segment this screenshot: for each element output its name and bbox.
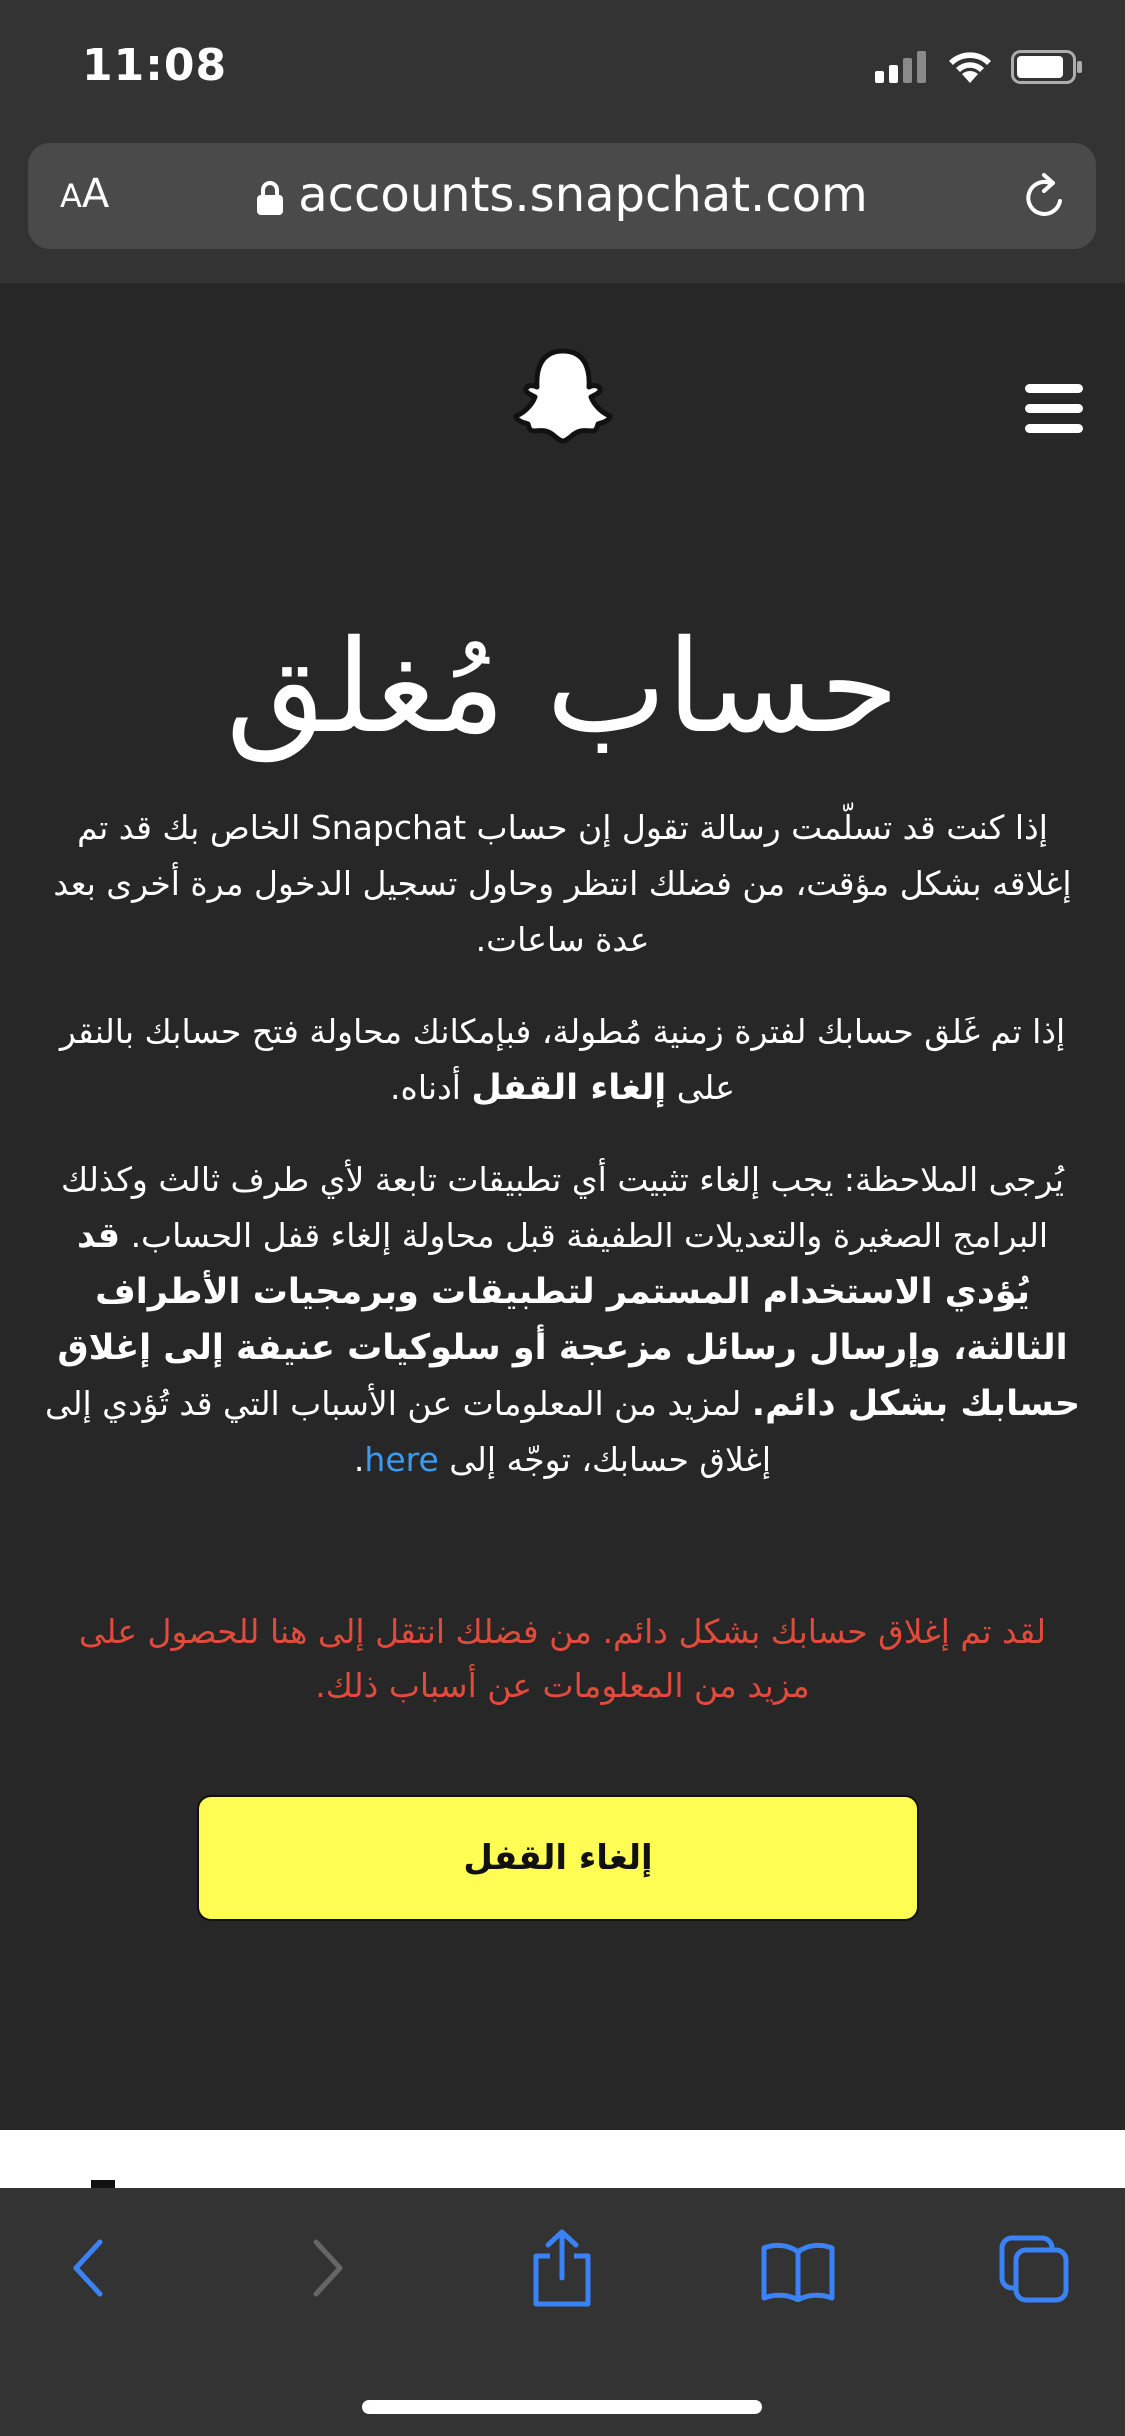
url-display[interactable]: [28, 167, 1096, 223]
forward-icon: [306, 2236, 350, 2300]
warning-bold-text: قد يُؤدي الاستخدام المستمر لتطبيقات وبرمجيات الأطراف الثالثة، وإرسال رسائل مزعجة أو سلوكيات عنيفة إلى إغلاق حسابك بشكل دائم.: [57, 1216, 1081, 1424]
info-paragraph-1: إذا كنت قد تسلّمت رسالة تقول إن حساب Snapchat الخاص بك قد تم إغلاقه بشكل مؤقت، من فضلك انتظر وحاول تسجيل الدخول مرة أخرى بعد عدة ساعات.: [53, 808, 1072, 959]
status-icons: [875, 50, 1083, 84]
info-paragraph-3: يُرجى الملاحظة: يجب إلغاء تثبيت أي تطبيقات تابعة لأي طرف ثالث وكذلك البرامج الصغيرة والتعديلات الطفيفة قبل محاولة إلغاء قفل الحساب. قد يُؤدي الاستخدام المستمر لتطبيقات وبرمجيات الأطراف الثالثة، وإرسال رسائل مزعجة أو سلوكيات عنيفة إلى إغلاق حسابك بشكل دائم. لمزيد من المعلومات عن الأسباب التي قد تُؤدي إلى إغلاق حسابك، توجّه إلى here.: [44, 1160, 1081, 1479]
battery-icon: [1011, 50, 1083, 84]
unlock-bold-text: إلغاء القفل: [471, 1068, 667, 1108]
bookmarks-icon[interactable]: [760, 2240, 836, 2302]
snapchat-ghost-icon[interactable]: [510, 345, 616, 451]
footer-strip: [0, 2130, 1125, 2190]
share-icon[interactable]: [530, 2228, 594, 2308]
unlock-button[interactable]: إلغاء القفل: [197, 1795, 919, 1921]
tabs-icon[interactable]: [998, 2234, 1070, 2304]
lock-icon: [256, 180, 284, 216]
reload-icon[interactable]: [1020, 171, 1070, 223]
info-paragraph-2: إذا تم غَلق حسابك لفترة زمنية مُطولة، فبإمكانك محاولة فتح حسابك بالنقر على إلغاء القفل أدناه.: [59, 1012, 1066, 1108]
address-bar-container: [0, 135, 1125, 283]
status-bar: [0, 0, 1125, 135]
permanent-lock-error: لقد تم إغلاق حسابك بشكل دائم. من فضلك انتقل إلى هنا للحصول على مزيد من المعلومات عن أسباب ذلك.: [78, 1612, 1047, 1705]
browser-toolbar: [0, 2188, 1125, 2436]
hamburger-menu-icon[interactable]: [1025, 384, 1083, 444]
address-bar[interactable]: [28, 143, 1096, 249]
wifi-icon: [947, 50, 993, 84]
page-title: حساب مُغلق: [226, 613, 899, 762]
here-link[interactable]: here: [364, 1440, 439, 1479]
home-indicator: [362, 2400, 762, 2414]
status-time: 11:08: [82, 40, 228, 91]
back-icon[interactable]: [66, 2236, 110, 2300]
cellular-signal-icon: [875, 51, 929, 83]
reader-settings-button[interactable]: AA: [60, 171, 110, 217]
url-text: accounts.snapchat.com: [298, 167, 868, 223]
content-paragraphs: [40, 800, 1085, 1524]
